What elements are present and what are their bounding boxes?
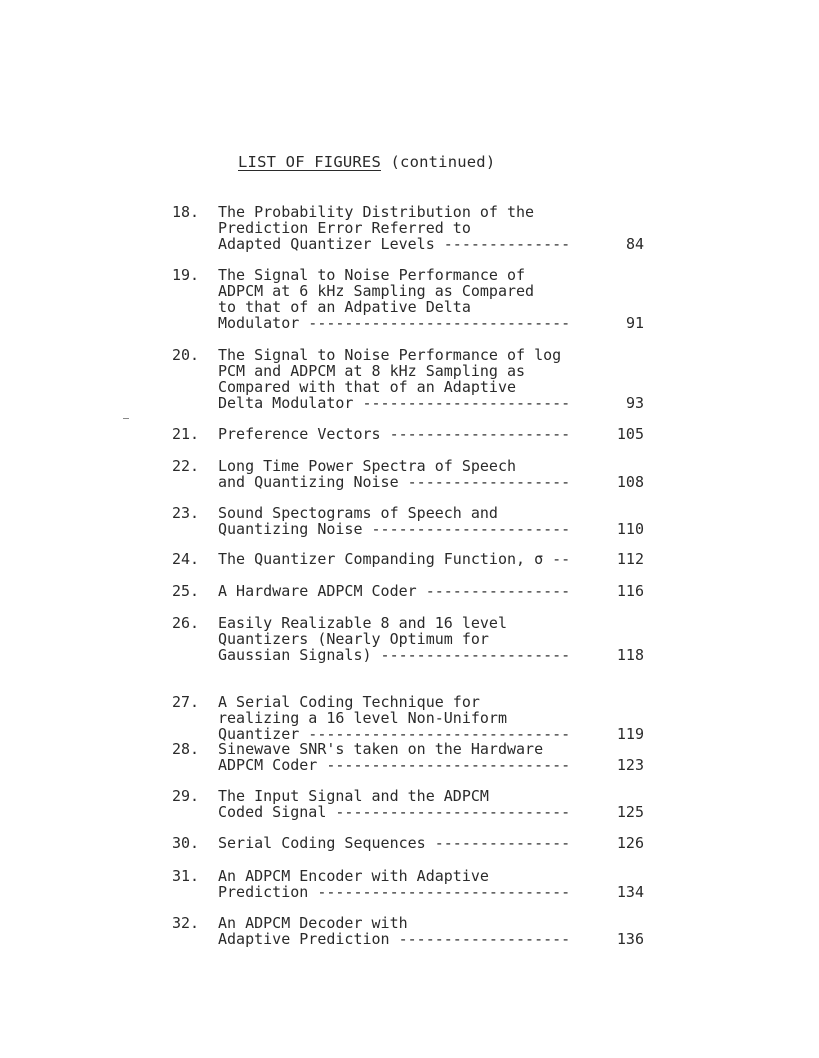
figure-title: [218, 615, 598, 663]
page-number: 108: [616, 473, 644, 491]
page-heading: [238, 153, 495, 171]
figure-title: [218, 835, 598, 851]
figure-number: 27.: [172, 693, 200, 711]
figure-number: 19.: [172, 266, 200, 284]
figure-number: 23.: [172, 504, 200, 522]
figure-title-line: A Hardware ADPCM Coder ----------------: [218, 583, 571, 599]
figure-title-line: Sound Spectograms of Speech and: [218, 505, 498, 521]
heading-title: LIST OF FIGURES: [238, 153, 381, 171]
page-number: 118: [616, 646, 644, 664]
figure-title-line: Prediction Error Referred to: [218, 220, 471, 236]
figure-title: [218, 583, 598, 599]
figure-title-line: to that of an Adpative Delta: [218, 299, 471, 315]
figure-title-line: PCM and ADPCM at 8 kHz Sampling as: [218, 363, 526, 379]
figure-title: [218, 426, 598, 442]
figure-number: 24.: [172, 550, 200, 568]
page-number: 125: [616, 803, 644, 821]
figure-title-line: Compared with that of an Adaptive: [218, 379, 517, 395]
figure-number: 29.: [172, 787, 200, 805]
figure-title-line: The Signal to Noise Performance of log: [218, 347, 562, 363]
figure-title-line: The Probability Distribution of the: [218, 204, 535, 220]
page-number: 91: [625, 314, 644, 332]
page-number: 126: [616, 834, 644, 852]
page-number: 116: [616, 582, 644, 600]
figure-title: [218, 347, 598, 411]
figure-title-line: ADPCM Coder ---------------------------: [218, 757, 571, 773]
figure-title: [218, 788, 598, 820]
figure-title-line: Serial Coding Sequences ---------------: [218, 835, 571, 851]
figure-title-line: Prediction ----------------------------: [218, 884, 571, 900]
figure-title: [218, 551, 598, 567]
page-number: 119: [616, 725, 644, 743]
figure-title-line: Adaptive Prediction -------------------: [218, 931, 571, 947]
page-number: 134: [616, 883, 644, 901]
figure-title-line: The Input Signal and the ADPCM: [218, 788, 489, 804]
figure-title-line: An ADPCM Encoder with Adaptive: [218, 868, 489, 884]
figure-title: [218, 694, 598, 742]
figure-number: 22.: [172, 457, 200, 475]
heading-suffix: (continued): [380, 153, 496, 171]
figure-title-line: realizing a 16 level Non-Uniform: [218, 710, 507, 726]
figure-number: 18.: [172, 203, 200, 221]
figure-title-line: Quantizing Noise ----------------------: [218, 521, 571, 537]
figure-title-line: Preference Vectors --------------------: [218, 426, 571, 442]
page-number: 105: [616, 425, 644, 443]
figure-title: [218, 505, 598, 537]
page-number: 93: [625, 394, 644, 412]
figure-title-line: Coded Signal --------------------------: [218, 804, 571, 820]
figure-title-line: Gaussian Signals) ---------------------: [218, 647, 571, 663]
page-number: 123: [616, 756, 644, 774]
figure-title-line: Quantizers (Nearly Optimum for: [218, 631, 489, 647]
figure-number: 32.: [172, 914, 200, 932]
margin-mark: [123, 418, 129, 419]
figure-number: 31.: [172, 867, 200, 885]
page-number: 112: [616, 550, 644, 568]
figure-title-line: and Quantizing Noise ------------------: [218, 474, 571, 490]
figure-number: 20.: [172, 346, 200, 364]
figure-number: 26.: [172, 614, 200, 632]
figure-title-line: An ADPCM Decoder with: [218, 915, 408, 931]
figure-title: [218, 204, 598, 252]
figure-number: 21.: [172, 425, 200, 443]
figure-title: [218, 915, 598, 947]
figure-title: [218, 741, 598, 773]
figure-title-line: Long Time Power Spectra of Speech: [218, 458, 517, 474]
figure-title-line: The Signal to Noise Performance of: [218, 267, 526, 283]
page-number: 110: [616, 520, 644, 538]
figure-title: [218, 267, 598, 331]
figure-title: [218, 868, 598, 900]
figure-title-line: Easily Realizable 8 and 16 level: [218, 615, 507, 631]
figure-title-line: Delta Modulator -----------------------: [218, 395, 571, 411]
figure-title-line: A Serial Coding Technique for: [218, 694, 480, 710]
figure-title-line: Modulator -----------------------------: [218, 315, 571, 331]
figure-title-line: Quantizer -----------------------------: [218, 726, 571, 742]
figure-title-line: Adapted Quantizer Levels --------------: [218, 236, 571, 252]
figure-number: 30.: [172, 834, 200, 852]
page-number: 84: [625, 235, 644, 253]
figure-number: 25.: [172, 582, 200, 600]
figure-title: [218, 458, 598, 490]
figure-title-line: The Quantizer Companding Function, σ --: [218, 551, 571, 567]
page-number: 136: [616, 930, 644, 948]
figure-title-line: ADPCM at 6 kHz Sampling as Compared: [218, 283, 535, 299]
figure-number: 28.: [172, 740, 200, 758]
figure-title-line: Sinewave SNR's taken on the Hardware: [218, 741, 544, 757]
